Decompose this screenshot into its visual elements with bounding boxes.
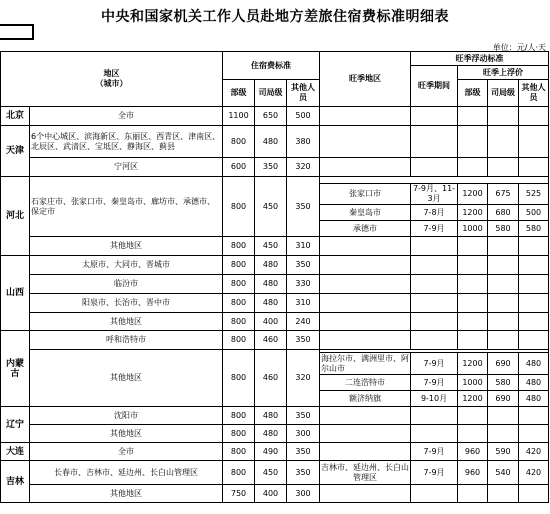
peak-ministerial (458, 237, 488, 256)
table-row (1, 294, 549, 313)
peak-period-cell: 7-9月 (411, 461, 458, 485)
table-row (1, 256, 549, 275)
rate-bureau: 480 (255, 275, 287, 294)
rate-bureau: 480 (255, 126, 287, 158)
city-cell: 临汾市 (30, 275, 223, 294)
peak-period-cell (411, 331, 458, 350)
peak-bureau: 590 (488, 443, 519, 461)
peak-other: 480 (519, 353, 549, 375)
rate-ministerial: 800 (223, 126, 255, 158)
peak-period-cell (411, 407, 458, 425)
rate-other: 350 (287, 461, 320, 485)
rate-other: 350 (287, 256, 320, 275)
rate-ministerial: 800 (223, 407, 255, 425)
peak-period-cell (411, 294, 458, 313)
rate-bureau: 650 (255, 107, 287, 126)
peak-ministerial (458, 407, 488, 425)
rate-ministerial: 600 (223, 158, 255, 177)
peak-region-cell (320, 485, 411, 503)
peak-period-cell (411, 126, 458, 158)
peak-period-cell: 7-9月、11-3月 (411, 184, 458, 205)
peak-ministerial (458, 107, 488, 126)
peak-ministerial (458, 331, 488, 350)
peak-bureau (488, 158, 519, 177)
province-cell: 大连 (1, 443, 30, 461)
peak-bureau: 580 (488, 221, 519, 237)
table-row (1, 425, 549, 443)
peak-period-cell: 7-8月 (411, 205, 458, 221)
table-row (1, 237, 549, 256)
rate-other: 500 (287, 107, 320, 126)
city-cell: 其他地区 (30, 237, 223, 256)
rate-ministerial: 800 (223, 350, 255, 407)
header-peak-bureau: 司局级 (488, 80, 519, 107)
province-cell: 辽宁 (1, 407, 30, 443)
peak-region-cell: 秦皇岛市 (320, 205, 411, 221)
header-peak-ministerial: 部级 (458, 80, 488, 107)
city-cell: 全市 (30, 443, 223, 461)
peak-period-cell (411, 425, 458, 443)
peak-period-cell (411, 485, 458, 503)
rate-bureau: 450 (255, 177, 287, 237)
peak-bureau (488, 126, 519, 158)
peak-period-cell: 9-10月 (411, 391, 458, 407)
peak-ministerial (458, 313, 488, 331)
peak-ministerial (458, 425, 488, 443)
header-region (1, 52, 223, 107)
city-cell: 石家庄市、张家口市、秦皇岛市、廊坊市、承德市、保定市 (30, 177, 223, 237)
table-row (1, 313, 549, 331)
table-row (1, 275, 549, 294)
peak-other (519, 407, 549, 425)
peak-ministerial: 960 (458, 461, 488, 485)
peak-region-cell (320, 158, 411, 177)
peak-other (519, 485, 549, 503)
rate-ministerial: 1100 (223, 107, 255, 126)
peak-other (519, 294, 549, 313)
peak-period-cell (411, 158, 458, 177)
page-title: 中央和国家机关工作人员赴地方差旅住宿费标准明细表 (101, 9, 449, 25)
peak-other: 420 (519, 461, 549, 485)
rate-bureau: 400 (255, 485, 287, 503)
rate-other: 350 (287, 177, 320, 237)
city-cell: 阳泉市、长治市、晋中市 (30, 294, 223, 313)
peak-region-cell: 额济纳旗 (320, 391, 411, 407)
rate-ministerial: 800 (223, 275, 255, 294)
peak-bureau (488, 256, 519, 275)
peak-region-cell: 二连浩特市 (320, 375, 411, 391)
province-cell: 内蒙古 (1, 331, 30, 407)
header-peak-upper: 旺季上浮价 (458, 66, 549, 80)
rate-bureau: 480 (255, 425, 287, 443)
peak-ministerial (458, 294, 488, 313)
peak-other (519, 237, 549, 256)
peak-bureau (488, 485, 519, 503)
peak-bureau: 580 (488, 375, 519, 391)
province-cell: 天津 (1, 126, 30, 177)
peak-bureau: 680 (488, 205, 519, 221)
peak-other (519, 158, 549, 177)
peak-blank-cell (320, 177, 549, 184)
rate-bureau: 400 (255, 313, 287, 331)
peak-region-cell (320, 107, 411, 126)
peak-region-cell (320, 443, 411, 461)
rate-ministerial: 800 (223, 294, 255, 313)
header-standard: 住宿费标准 (223, 52, 320, 80)
peak-other: 525 (519, 184, 549, 205)
corner-box (0, 24, 34, 40)
header-bureau: 司局级 (255, 80, 287, 107)
peak-ministerial (458, 126, 488, 158)
peak-bureau: 675 (488, 184, 519, 205)
peak-other (519, 126, 549, 158)
city-cell: 太原市、大同市、晋城市 (30, 256, 223, 275)
peak-region-cell (320, 313, 411, 331)
peak-period-cell (411, 313, 458, 331)
peak-other (519, 425, 549, 443)
table-row (1, 485, 549, 503)
table-row (1, 443, 549, 461)
rate-other: 320 (287, 158, 320, 177)
rate-bureau: 480 (255, 294, 287, 313)
rate-bureau: 460 (255, 331, 287, 350)
peak-ministerial (458, 256, 488, 275)
city-cell: 宁河区 (30, 158, 223, 177)
peak-period-cell: 7-9月 (411, 353, 458, 375)
peak-ministerial: 1200 (458, 391, 488, 407)
peak-other (519, 107, 549, 126)
rate-bureau: 450 (255, 461, 287, 485)
rate-other: 300 (287, 425, 320, 443)
peak-region-cell: 海拉尔市、满洲里市、阿尔山市 (321, 353, 410, 373)
table-row (1, 407, 549, 425)
peak-period-cell: 7-9月 (411, 443, 458, 461)
city-cell: 其他地区 (30, 485, 223, 503)
peak-region-cell (320, 407, 411, 425)
header-peak-period: 旺季期间 (411, 66, 458, 107)
rate-ministerial: 750 (223, 485, 255, 503)
rate-bureau: 450 (255, 237, 287, 256)
peak-period-cell (411, 275, 458, 294)
accommodation-table (0, 51, 549, 503)
peak-other (519, 256, 549, 275)
peak-region-cell (320, 237, 411, 256)
peak-bureau (488, 425, 519, 443)
peak-period-cell: 7-9月 (411, 375, 458, 391)
peak-bureau (488, 237, 519, 256)
peak-bureau (488, 331, 519, 350)
rate-bureau: 460 (255, 350, 287, 407)
peak-period-cell: 7-9月 (411, 221, 458, 237)
province-cell: 山西 (1, 256, 30, 331)
peak-region-cell (320, 425, 411, 443)
rate-other: 310 (287, 294, 320, 313)
table-row (1, 331, 549, 350)
city-cell: 6个中心城区、滨海新区、东丽区、西青区、津南区、北辰区、武清区、宝坻区、静海区、蓟县 (30, 126, 223, 158)
header-ministerial: 部级 (223, 80, 255, 107)
table-row (1, 177, 549, 184)
province-cell: 吉林 (1, 461, 30, 503)
city-cell: 其他地区 (30, 350, 223, 407)
city-cell: 长春市、吉林市、延边州、长白山管理区 (30, 461, 223, 485)
city-cell: 沈阳市 (30, 407, 223, 425)
peak-ministerial: 960 (458, 443, 488, 461)
peak-other: 480 (519, 375, 549, 391)
table-row (1, 107, 549, 126)
unit-label: 单位：元/人·天 (492, 43, 546, 52)
rate-ministerial: 800 (223, 443, 255, 461)
header-peak-float: 旺季浮动标准 (411, 52, 549, 66)
peak-region-cell (320, 294, 411, 313)
rate-ministerial: 800 (223, 177, 255, 237)
rate-other: 300 (287, 485, 320, 503)
city-cell: 其他地区 (30, 313, 223, 331)
peak-region-cell: 吉林市、延边州、长白山管理区 (320, 461, 411, 485)
rate-other: 240 (287, 313, 320, 331)
peak-other: 580 (519, 221, 549, 237)
province-cell: 北京 (1, 107, 30, 126)
peak-ministerial: 1000 (458, 221, 488, 237)
rate-ministerial: 800 (223, 237, 255, 256)
peak-bureau (488, 407, 519, 425)
peak-ministerial: 1200 (458, 353, 488, 375)
rate-other: 350 (287, 407, 320, 425)
peak-region-cell (320, 331, 411, 350)
peak-period-cell (411, 237, 458, 256)
peak-region-cell (320, 275, 411, 294)
table-row (1, 461, 549, 485)
rate-other: 320 (287, 350, 320, 407)
rate-ministerial: 800 (223, 256, 255, 275)
header-peak-region: 旺季地区 (320, 52, 411, 107)
peak-period-cell (411, 107, 458, 126)
peak-other: 420 (519, 443, 549, 461)
peak-bureau (488, 107, 519, 126)
peak-bureau: 690 (488, 391, 519, 407)
peak-bureau (488, 275, 519, 294)
peak-region-cell (320, 126, 411, 158)
peak-ministerial: 1000 (458, 375, 488, 391)
peak-ministerial: 1200 (458, 184, 488, 205)
header-region-sub: （城市） (95, 79, 128, 88)
header-region-label: 地区 (103, 69, 120, 78)
peak-bureau (488, 294, 519, 313)
peak-other (519, 313, 549, 331)
peak-ministerial (458, 485, 488, 503)
peak-other (519, 275, 549, 294)
rate-bureau: 490 (255, 443, 287, 461)
peak-region-cell (320, 256, 411, 275)
rate-bureau: 480 (255, 256, 287, 275)
city-cell: 全市 (30, 107, 223, 126)
peak-ministerial: 1200 (458, 205, 488, 221)
peak-other: 500 (519, 205, 549, 221)
peak-other: 480 (519, 391, 549, 407)
rate-other: 350 (287, 443, 320, 461)
peak-bureau: 690 (488, 353, 519, 375)
rate-ministerial: 800 (223, 461, 255, 485)
peak-region-cell: 承德市 (320, 221, 411, 237)
rate-bureau: 480 (255, 407, 287, 425)
peak-period-cell (411, 256, 458, 275)
rate-ministerial: 800 (223, 425, 255, 443)
header-other: 其他人员 (287, 80, 320, 107)
rate-other: 380 (287, 126, 320, 158)
city-cell: 其他地区 (30, 425, 223, 443)
rate-other: 350 (287, 331, 320, 350)
rate-ministerial: 800 (223, 331, 255, 350)
peak-region-cell: 张家口市 (320, 184, 411, 205)
rate-other: 310 (287, 237, 320, 256)
province-cell: 河北 (1, 177, 30, 256)
rate-bureau: 350 (255, 158, 287, 177)
peak-bureau: 540 (488, 461, 519, 485)
city-cell: 呼和浩特市 (30, 331, 223, 350)
peak-ministerial (458, 275, 488, 294)
peak-bureau (488, 313, 519, 331)
rate-other: 330 (287, 275, 320, 294)
table-row (1, 158, 549, 177)
peak-other (519, 331, 549, 350)
header-peak-other: 其他人员 (519, 80, 549, 107)
table-row (1, 126, 549, 158)
peak-ministerial (458, 158, 488, 177)
rate-ministerial: 800 (223, 313, 255, 331)
